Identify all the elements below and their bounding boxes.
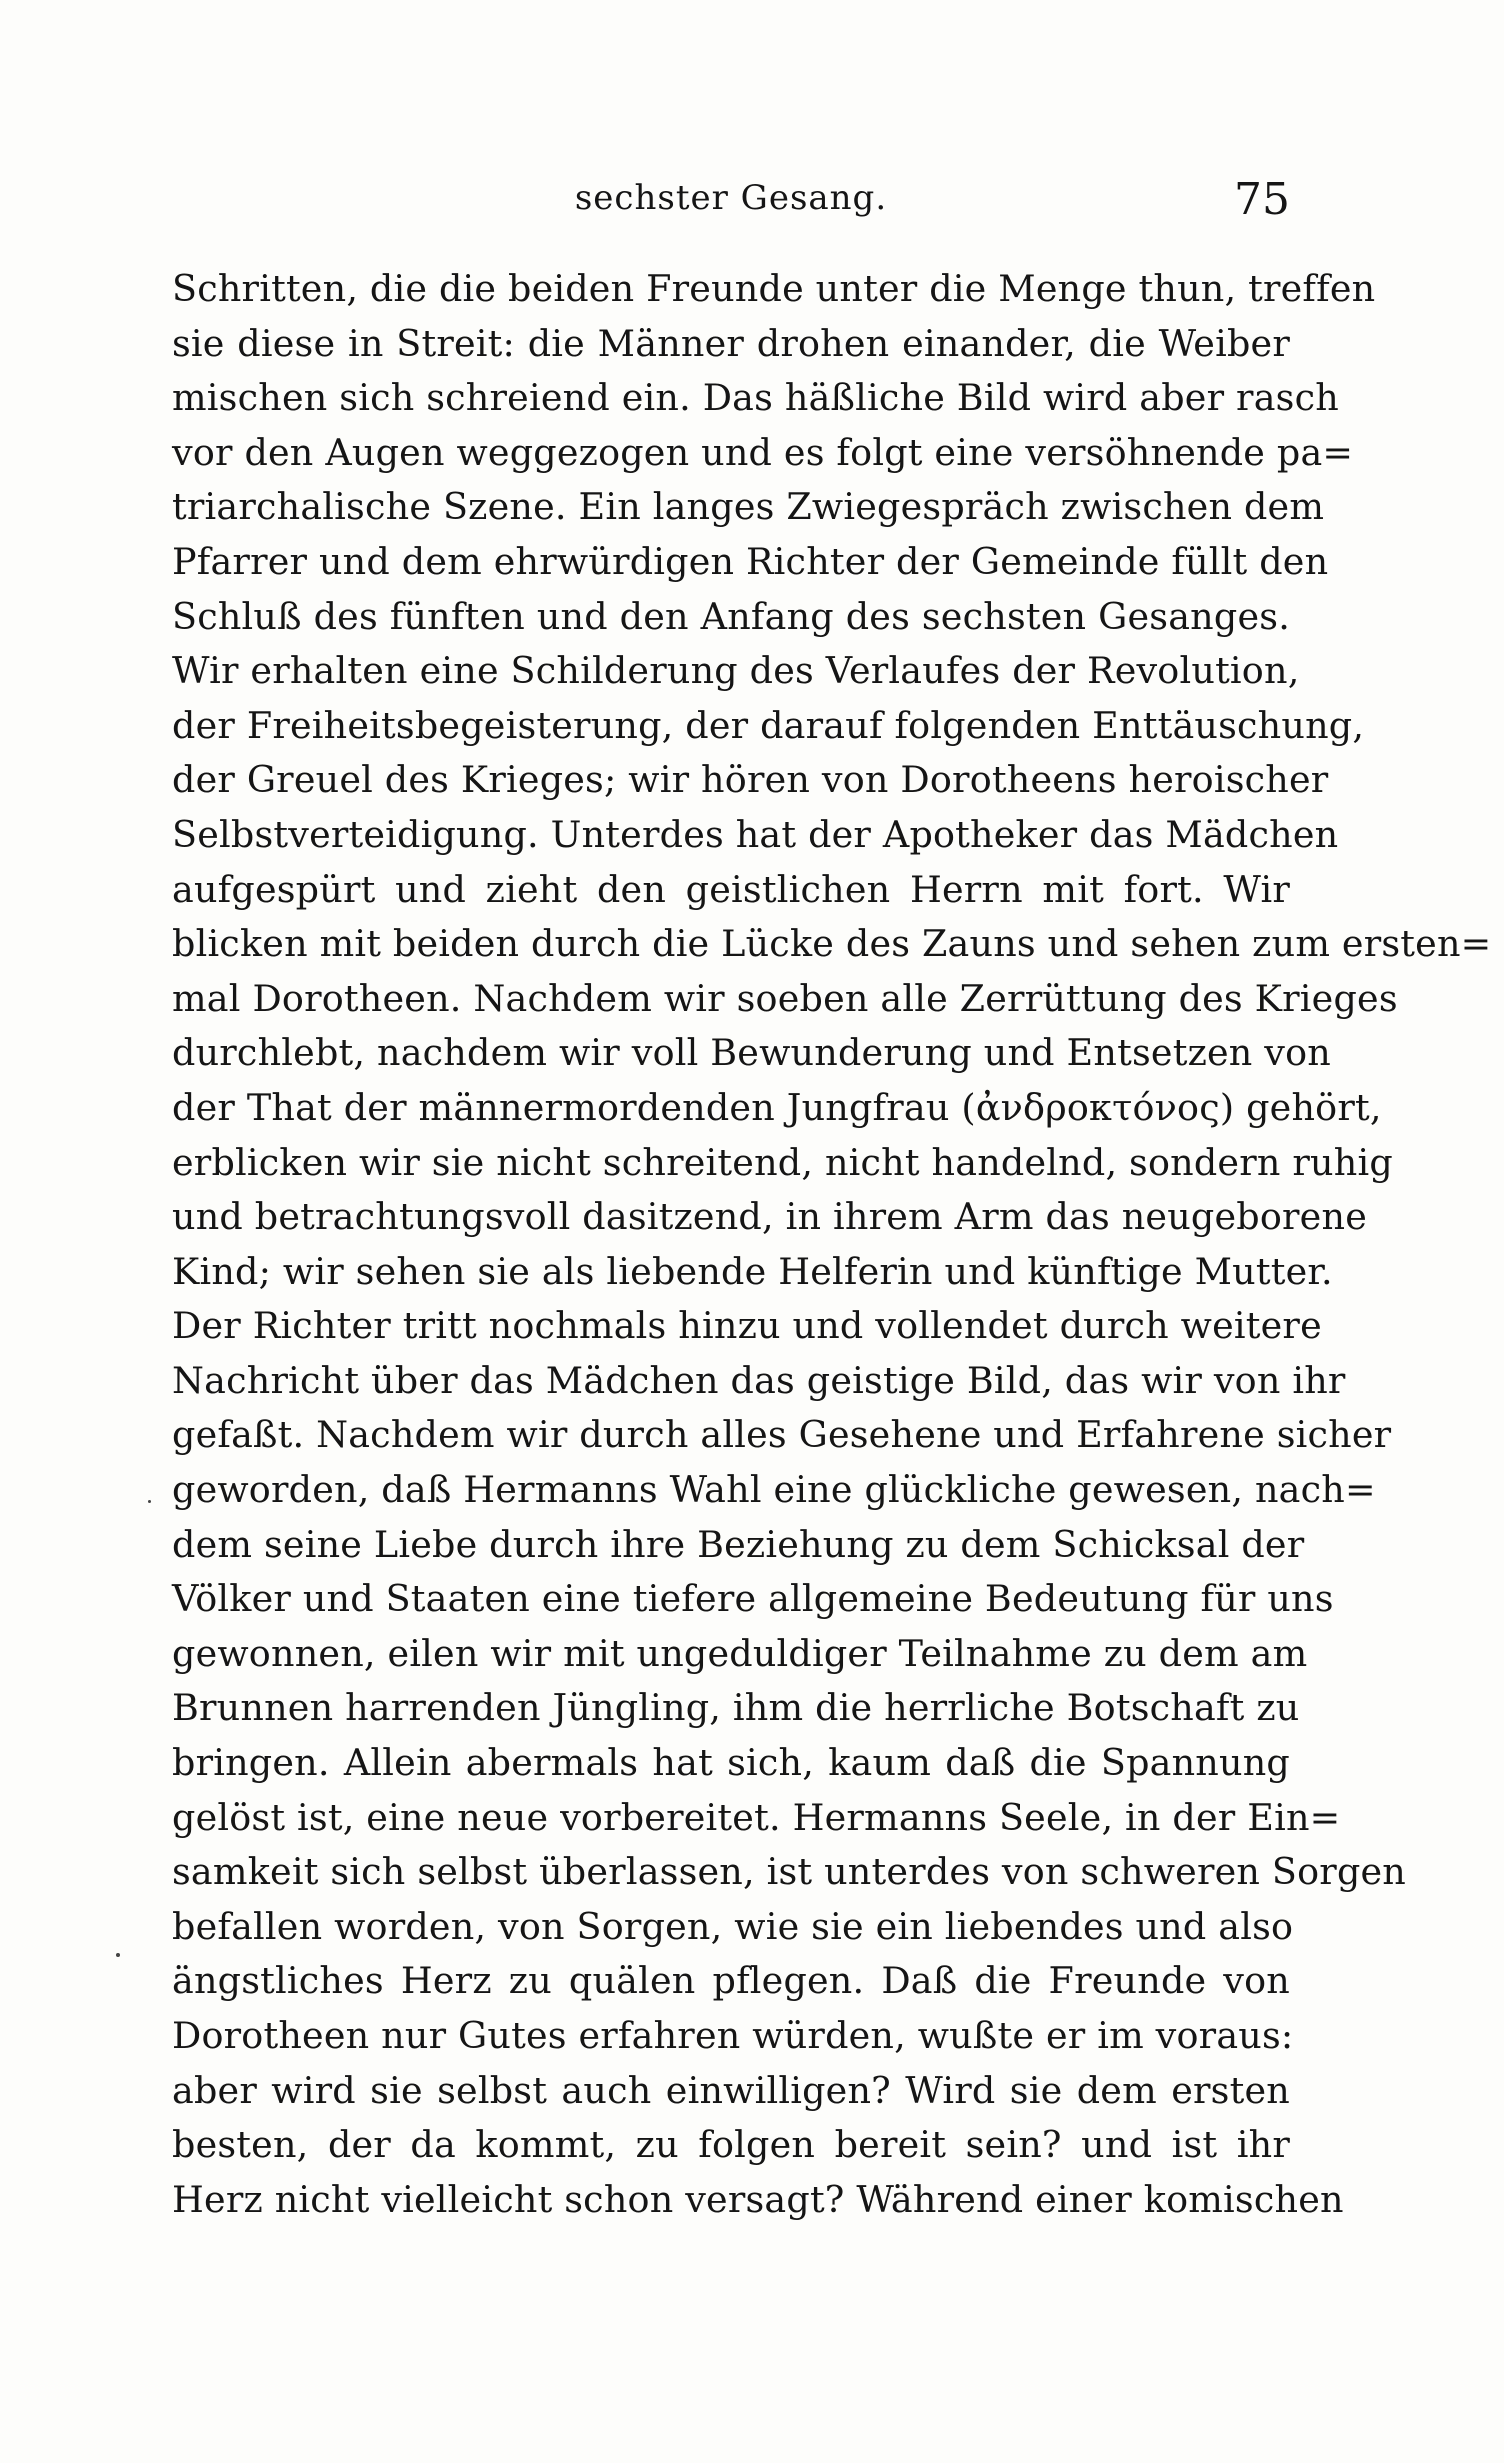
body-text bbox=[172, 262, 1492, 2227]
text-line: sie diese in Streit: die Männer drohen einander, die Weiber bbox=[172, 321, 1290, 365]
text-line: dem seine Liebe durch ihre Beziehung zu dem Schicksal der bbox=[172, 1522, 1305, 1566]
text-line: triarchalische Szene. Ein langes Zwiegespräch zwischen dem bbox=[172, 485, 1325, 529]
text-line: der Greuel des Krieges; wir hören von Dorotheens heroischer bbox=[172, 758, 1329, 802]
text-line: geworden, daß Hermanns Wahl eine glückliche gewesen, nach= bbox=[172, 1468, 1376, 1512]
text-line: durchlebt, nachdem wir voll Bewunderung und Entsetzen von bbox=[172, 1031, 1332, 1075]
text-line: gefaßt. Nachdem wir durch alles Gesehene und Erfahrene sicher bbox=[172, 1413, 1392, 1457]
text-line: der That der männermordenden Jungfrau (ἀνδροκτόνος) gehört, bbox=[172, 1085, 1382, 1129]
text-line: Herz nicht vielleicht schon versagt? Während einer komischen bbox=[172, 2177, 1344, 2221]
text-line: samkeit sich selbst überlassen, ist unterdes von schweren Sorgen bbox=[172, 1850, 1407, 1894]
text-line: erblicken wir sie nicht schreitend, nicht handelnd, sondern ruhig bbox=[172, 1140, 1393, 1184]
text-line: und betrachtungsvoll dasitzend, in ihrem Arm das neugeborene bbox=[172, 1195, 1367, 1239]
text-line: Dorotheen nur Gutes erfahren würden, wußte er im voraus: bbox=[172, 2014, 1294, 2057]
text-line: aber wird sie selbst auch einwilligen? Wird sie dem ersten bbox=[172, 2068, 1290, 2112]
page-number: 75 bbox=[1234, 174, 1290, 225]
text-line: aufgespürt und zieht den geistlichen Herrn mit fort. Wir bbox=[172, 867, 1290, 911]
text-line: blicken mit beiden durch die Lücke des Zauns und sehen zum ersten= bbox=[172, 922, 1492, 966]
running-title: sechster Gesang. bbox=[574, 178, 888, 218]
running-head bbox=[172, 174, 1290, 238]
text-line: Schritten, die die beiden Freunde unter die Menge thun, treffen bbox=[172, 267, 1376, 310]
text-line: mal Dorotheen. Nachdem wir soeben alle Zerrüttung des Krieges bbox=[172, 976, 1398, 1020]
text-line: Der Richter tritt nochmals hinzu und vollendet durch weitere bbox=[172, 1304, 1322, 1348]
margin-speck bbox=[116, 1953, 120, 1957]
text-line: Kind; wir sehen sie als liebende Helferin und künftige Mutter. bbox=[172, 1249, 1333, 1293]
text-line: der Freiheitsbegeisterung, der darauf folgenden Enttäuschung, bbox=[172, 703, 1365, 747]
text-line: bringen. Allein abermals hat sich, kaum daß die Spannung bbox=[172, 1741, 1290, 1785]
text-line: Völker und Staaten eine tiefere allgemeine Bedeutung für uns bbox=[172, 1577, 1334, 1621]
text-line: vor den Augen weggezogen und es folgt eine versöhnende pa= bbox=[172, 430, 1354, 474]
margin-speck bbox=[148, 1500, 151, 1503]
text-line: Wir erhalten eine Schilderung des Verlaufes der Revolution, bbox=[172, 649, 1300, 693]
text-line: besten, der da kommt, zu folgen bereit sein? und ist ihr bbox=[172, 2123, 1290, 2167]
text-line: Selbstverteidigung. Unterdes hat der Apotheker das Mädchen bbox=[172, 812, 1339, 856]
text-line: Nachricht über das Mädchen das geistige Bild, das wir von ihr bbox=[172, 1358, 1346, 1402]
text-line: ängstliches Herz zu quälen pflegen. Daß die Freunde von bbox=[172, 1959, 1290, 2003]
text-line: gelöst ist, eine neue vorbereitet. Hermanns Seele, in der Ein= bbox=[172, 1795, 1341, 1839]
text-line: mischen sich schreiend ein. Das häßliche Bild wird aber rasch bbox=[172, 376, 1339, 420]
text-line: Brunnen harrenden Jüngling, ihm die herrliche Botschaft zu bbox=[172, 1686, 1300, 1730]
text-line: Schluß des fünften und den Anfang des sechsten Gesanges. bbox=[172, 594, 1290, 638]
text-line: befallen worden, von Sorgen, wie sie ein liebendes und also bbox=[172, 1904, 1294, 1948]
text-line: Pfarrer und dem ehrwürdigen Richter der Gemeinde füllt den bbox=[172, 539, 1329, 583]
text-line: gewonnen, eilen wir mit ungeduldiger Teilnahme zu dem am bbox=[172, 1631, 1308, 1675]
